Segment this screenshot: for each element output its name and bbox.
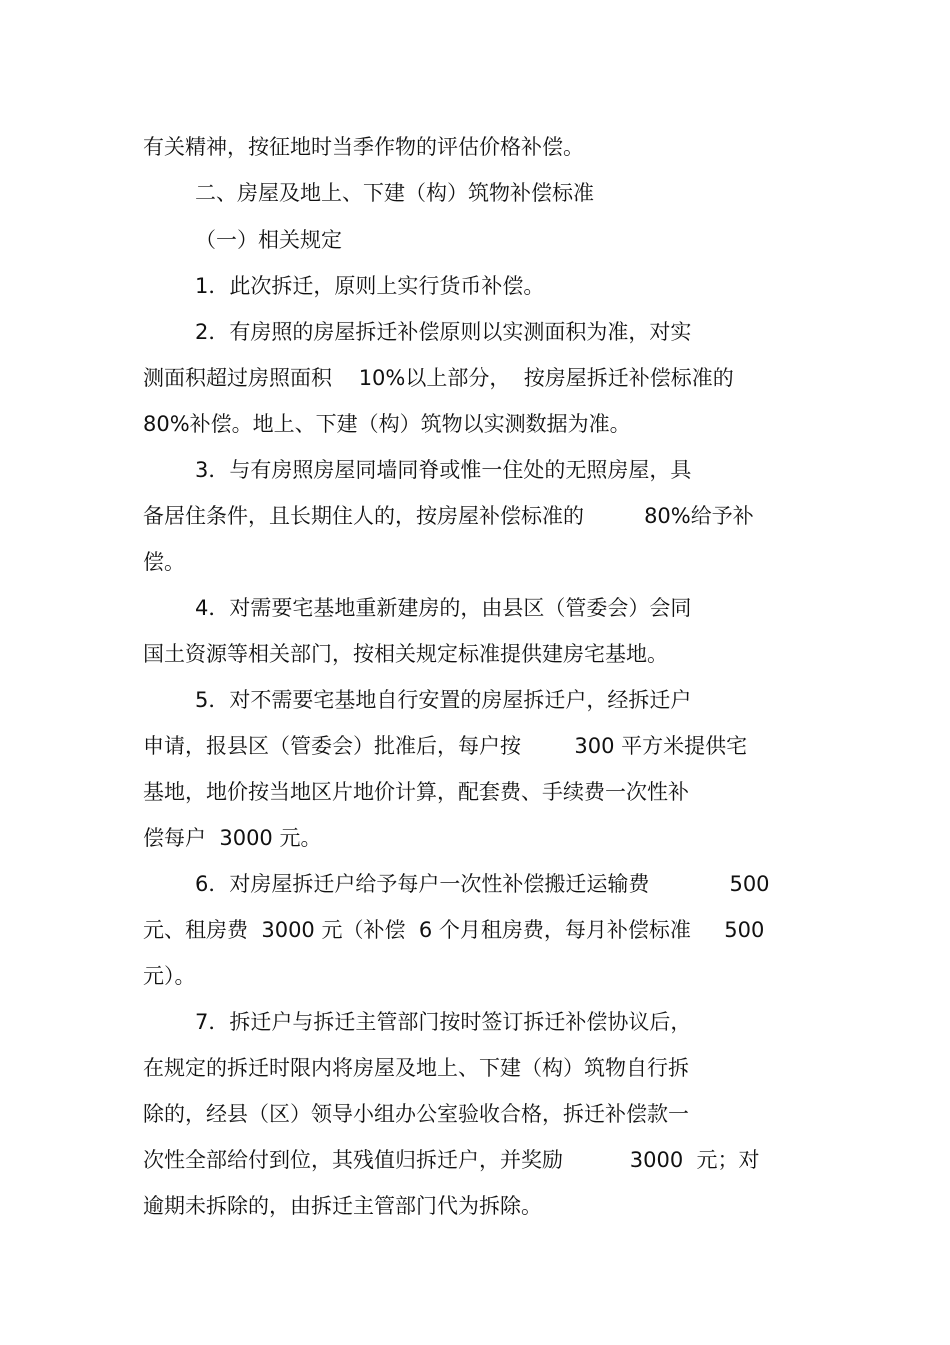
clause-2-line-1: 2．有房照的房屋拆迁补偿原则以实测面积为准，对实 [195,320,692,344]
clause-4-line-1: 4．对需要宅基地重新建房的，由县区（管委会）会同 [195,596,692,620]
clause-7-line-3: 除的，经县（区）领导小组办公室验收合格，拆迁补偿款一 [143,1102,689,1126]
clause-3-line-2: 备居住条件，且长期住人的，按房屋补偿标准的 80%给予补 [143,504,754,528]
clause-2-line-2: 测面积超过房照面积 10%以上部分， 按房屋拆迁补偿标准的 [143,366,734,390]
text-line: 有关精神，按征地时当季作物的评估价格补偿。 [143,135,584,159]
clause-3-line-3: 偿。 [143,550,185,574]
clause-1: 1．此次拆迁，原则上实行货币补偿。 [195,274,545,298]
clause-2-line-3: 80%补偿。地上、下建（构）筑物以实测数据为准。 [143,412,631,436]
clause-7-line-5: 逾期未拆除的，由拆迁主管部门代为拆除。 [143,1194,542,1218]
clause-7-line-4: 次性全部给付到位，其残值归拆迁户，并奖励 3000 元；对 [143,1148,760,1172]
clause-7-line-1: 7．拆迁户与拆迁主管部门按时签订拆迁补偿协议后， [195,1010,692,1034]
clause-5-line-3: 基地，地价按当地区片地价计算，配套费、手续费一次性补 [143,780,689,804]
clause-6-line-2: 元、租房费 3000 元（补偿 6 个月租房费，每月补偿标准 500 [143,918,765,942]
clause-5-line-2: 申请，报县区（管委会）批准后，每户按 300 平方米提供宅 [143,734,748,758]
clause-5-line-4: 偿每户 3000 元。 [143,826,322,850]
clause-5-line-1: 5．对不需要宅基地自行安置的房屋拆迁户，经拆迁户 [195,688,692,712]
clause-3-line-1: 3．与有房照房屋同墙同脊或惟一住处的无照房屋，具 [195,458,692,482]
clause-7-line-2: 在规定的拆迁时限内将房屋及地上、下建（构）筑物自行拆 [143,1056,689,1080]
subsection-heading: （一）相关规定 [195,228,342,252]
section-heading: 二、房屋及地上、下建（构）筑物补偿标准 [195,181,594,205]
clause-4-line-2: 国土资源等相关部门，按相关规定标准提供建房宅基地。 [143,642,668,666]
clause-6-line-3: 元）。 [143,964,196,988]
clause-6-line-1: 6．对房屋拆迁户给予每户一次性补偿搬迁运输费 500 [195,872,770,896]
